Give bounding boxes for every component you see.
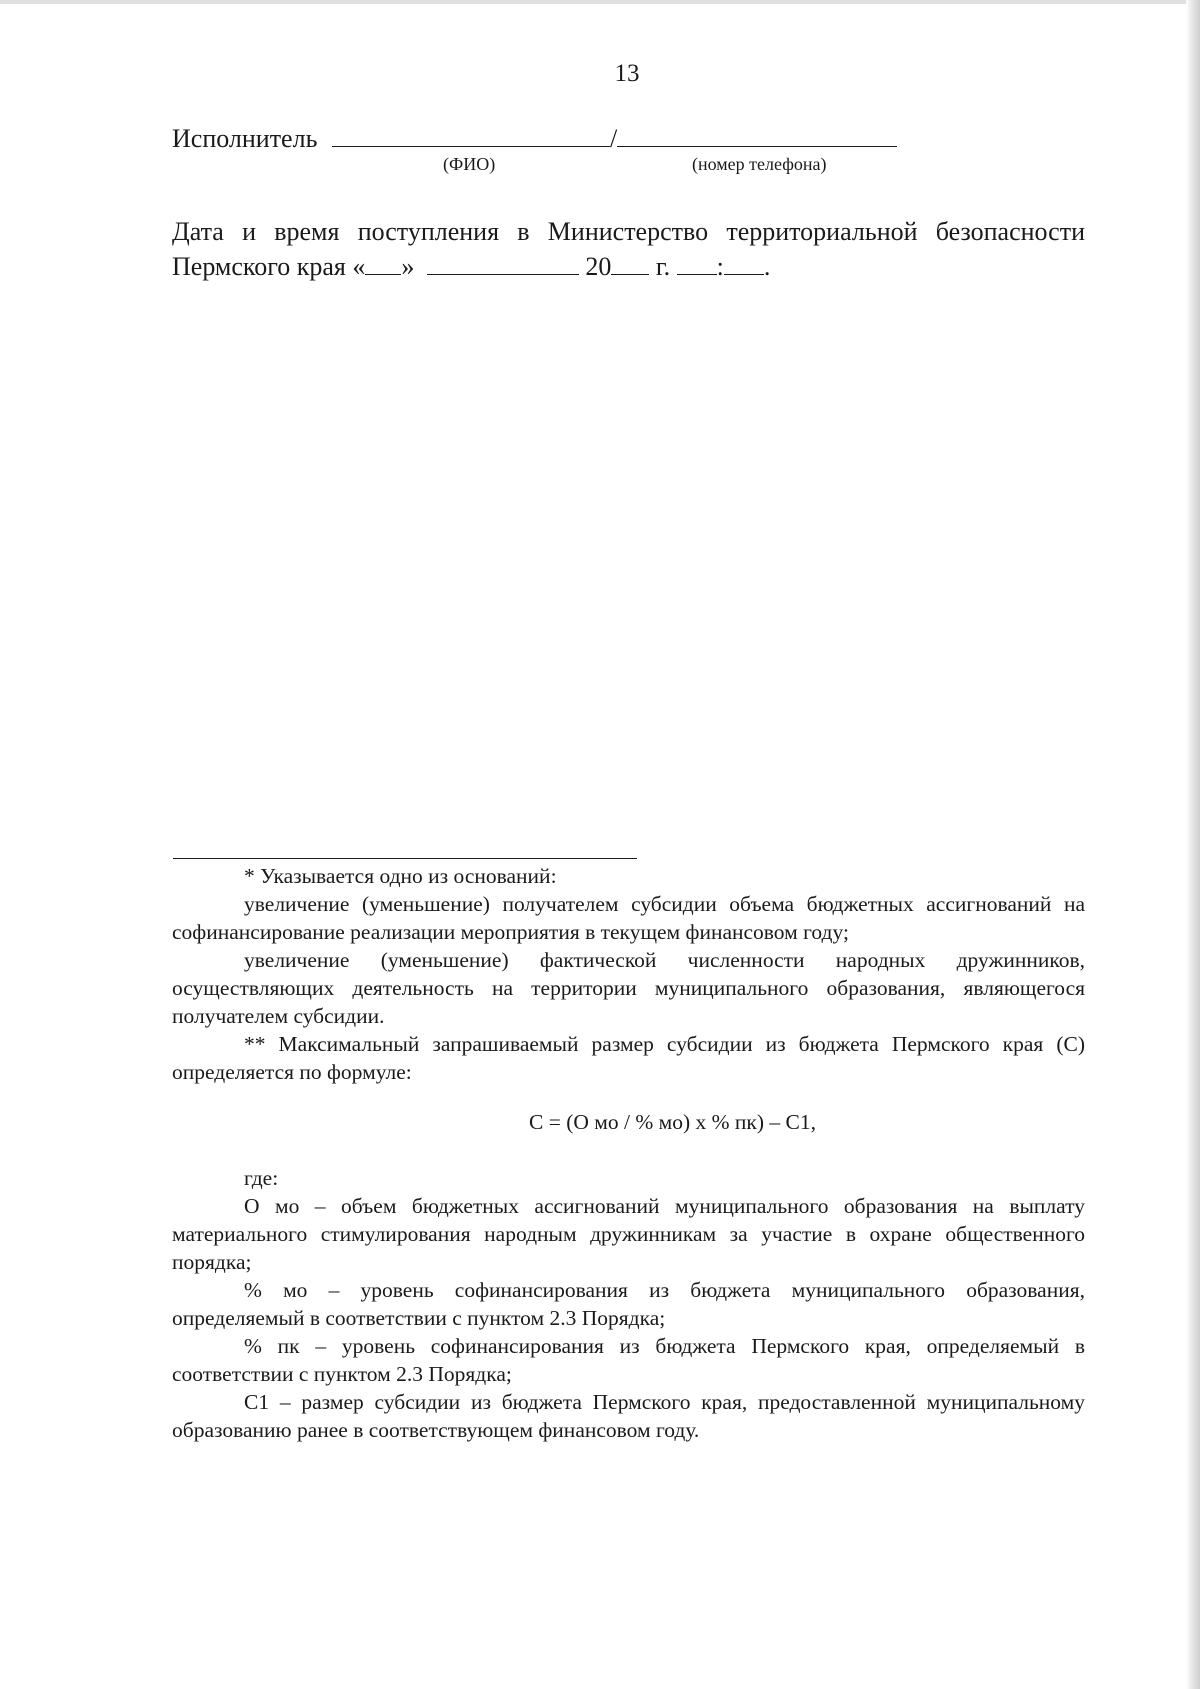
definition-pct-mo: % мо – уровень софинансирования из бюджета муниципального образования, определяемый в соответствии с пунктом 2.3 Порядка; bbox=[172, 1278, 1085, 1330]
fio-blank bbox=[332, 124, 610, 147]
footnote-1-title: * Указывается одно из оснований: bbox=[244, 864, 557, 888]
formula-where: где: bbox=[244, 1166, 279, 1190]
footnote-2-text: ** Максимальный запрашиваемый размер субсидии из бюджета Пермского края (С) определяется по формуле: bbox=[172, 1032, 1085, 1084]
footnote-1-item-1: увеличение (уменьшение) получателем субсидии объема бюджетных ассигнований на софинансирование реализации мероприятия в текущем финансовом году; bbox=[172, 892, 1085, 944]
receipt-date-paragraph bbox=[172, 214, 1085, 284]
footnote-1-item-2: увеличение (уменьшение) фактической численности народных дружинников, осуществляющих деятельность на территории муниципального образования, являющегося получателем субсидии. bbox=[172, 948, 1085, 1028]
phone-caption: (номер телефона) bbox=[692, 154, 827, 174]
receipt-year-suffix: г. bbox=[655, 252, 671, 281]
footnotes bbox=[172, 862, 1085, 1444]
month-blank bbox=[427, 252, 579, 275]
receipt-end: . bbox=[763, 252, 771, 281]
phone-blank bbox=[617, 124, 897, 147]
definition-pct-pk: % пк – уровень софинансирования из бюджета Пермского края, определяемый в соответствии с пунктом 2.3 Порядка; bbox=[172, 1334, 1085, 1386]
receipt-line-1: Дата и время поступления в Министерство территориальной безопасности bbox=[172, 217, 1085, 246]
receipt-year-prefix: 20 bbox=[585, 252, 612, 281]
minute-blank bbox=[724, 252, 764, 275]
receipt-time-colon: : bbox=[716, 252, 724, 281]
year-blank bbox=[611, 252, 649, 275]
executor-label: Исполнитель bbox=[172, 124, 318, 153]
definition-c1: С1 – размер субсидии из бюджета Пермского края, предоставленной муниципальному образованию ранее в соответствующем финансовом году. bbox=[172, 1390, 1085, 1442]
executor-separator: / bbox=[609, 124, 618, 153]
definition-o-mo: О мо – объем бюджетных ассигнований муниципального образования на выплату материального стимулирования народным дружинникам за участие в охране общественного порядка; bbox=[172, 1194, 1085, 1274]
fio-caption: (ФИО) bbox=[443, 154, 496, 174]
page-number: 13 bbox=[614, 60, 640, 87]
receipt-line-2 bbox=[172, 249, 1085, 284]
scan-edge-right bbox=[1186, 0, 1200, 1689]
receipt-region-prefix: Пермского края « bbox=[172, 252, 366, 281]
receipt-quote-close: » bbox=[401, 252, 415, 281]
executor-line bbox=[172, 124, 897, 154]
day-blank bbox=[365, 252, 401, 275]
footnote-divider bbox=[173, 858, 637, 859]
subsidy-formula: С = (О мо / % мо) х % пк) – С1, bbox=[528, 1110, 817, 1134]
scan-edge-top bbox=[0, 0, 1200, 4]
hour-blank bbox=[677, 252, 717, 275]
